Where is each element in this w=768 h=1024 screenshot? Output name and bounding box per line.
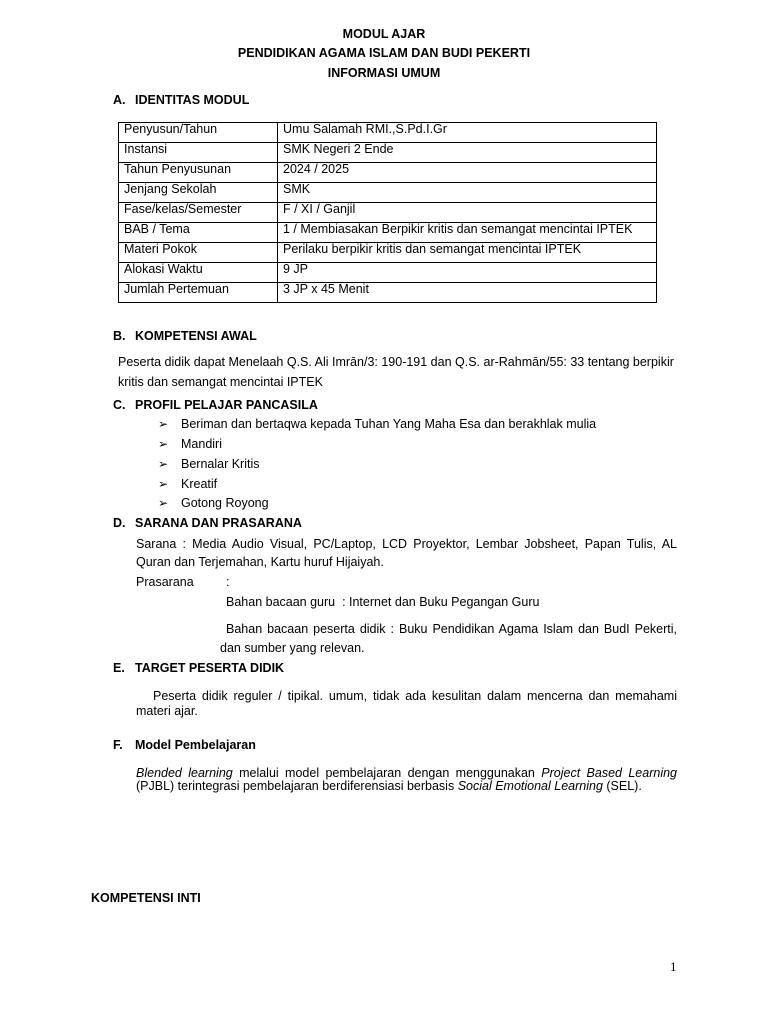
section-b-letter: B. <box>113 329 126 343</box>
identity-row <box>119 123 657 143</box>
page-number: 1 <box>670 959 677 974</box>
profil-item-label: Beriman dan bertaqwa kepada Tuhan Yang Maha Esa dan berakhlak mulia <box>181 417 597 431</box>
prasarana-colon: : <box>226 575 230 589</box>
identity-label: BAB / Tema <box>119 223 278 243</box>
identity-row <box>119 263 657 283</box>
profil-item <box>158 477 217 491</box>
section-a-title: IDENTITAS MODUL <box>135 93 250 107</box>
profil-item <box>158 457 260 471</box>
section-c-title: PROFIL PELAJAR PANCASILA <box>135 398 318 412</box>
sel-term: Social Emotional Learning <box>457 779 603 793</box>
identity-table <box>118 122 657 303</box>
identity-label: Jumlah Pertemuan <box>119 283 278 303</box>
identity-row <box>119 283 657 303</box>
section-e-title: TARGET PESERTA DIDIK <box>135 661 285 675</box>
blended-learning-term: Blended learning <box>136 766 233 780</box>
profil-item-label: Gotong Royong <box>181 496 269 510</box>
section-e-letter: E. <box>113 661 125 675</box>
arrow-bullet-icon: ➢ <box>158 437 169 451</box>
kompetensi-inti-heading: KOMPETENSI INTI <box>91 891 201 905</box>
bahan-siswa-line2: dan sumber yang relevan. <box>220 641 365 655</box>
info-title: INFORMASI UMUM <box>327 66 441 80</box>
identity-row <box>119 223 657 243</box>
arrow-bullet-icon: ➢ <box>158 417 169 431</box>
section-d-title: SARANA DAN PRASARANA <box>135 516 302 530</box>
identity-value: Perilaku berpikir kritis dan semangat mencintai IPTEK <box>278 243 657 263</box>
section-c-heading <box>113 398 318 412</box>
identity-label: Tahun Penyusunan <box>119 163 278 183</box>
pjbl-term: Project Based Learning <box>541 766 677 780</box>
identity-row <box>119 163 657 183</box>
section-d-letter: D. <box>113 516 126 530</box>
identity-value: SMK <box>278 183 657 203</box>
profil-item-label: Mandiri <box>181 437 222 451</box>
profil-item <box>158 496 269 510</box>
section-a-heading <box>113 93 249 107</box>
identity-value: 3 JP x 45 Menit <box>278 283 657 303</box>
profil-item <box>158 417 596 431</box>
bahan-siswa-line1: Bahan bacaan peserta didik : Buku Pendidikan Agama Islam dan BudI Pekerti, <box>226 622 677 636</box>
identity-row <box>119 203 657 223</box>
kompetensi-awal-line1: Peserta didik dapat Menelaah Q.S. Ali Imrān/3: 190-191 dan Q.S. ar-Rahmān/55: 33 tentang berpikir <box>118 355 674 369</box>
kompetensi-awal-line2: kritis dan semangat mencintai IPTEK <box>118 375 323 389</box>
identity-value: SMK Negeri 2 Ende <box>278 143 657 163</box>
identity-row <box>119 243 657 263</box>
subject-title: PENDIDIKAN AGAMA ISLAM DAN BUDI PEKERTI <box>237 46 531 60</box>
section-f-title: Model Pembelajaran <box>135 738 256 752</box>
section-e-heading <box>113 661 284 675</box>
sarana-line2: Quran dan Terjemahan, Kartu huruf Hijaiyah. <box>136 555 384 569</box>
profil-item-label: Bernalar Kritis <box>181 457 260 471</box>
identity-label: Alokasi Waktu <box>119 263 278 283</box>
identity-label: Materi Pokok <box>119 243 278 263</box>
module-title: MODUL AJAR <box>342 27 426 41</box>
identity-value: Umu Salamah RMI.,S.Pd.I.Gr <box>278 123 657 143</box>
identity-value: 1 / Membiasakan Berpikir kritis dan semangat mencintai IPTEK <box>278 223 657 243</box>
model-line1-text: melalui model pembelajaran dengan menggunakan <box>232 766 542 780</box>
model-line2 <box>136 778 642 794</box>
identity-value: 9 JP <box>278 263 657 283</box>
arrow-bullet-icon: ➢ <box>158 496 169 510</box>
section-d-heading <box>113 516 302 530</box>
section-f-heading <box>113 738 256 752</box>
section-b-title: KOMPETENSI AWAL <box>135 329 257 343</box>
profil-item <box>158 437 222 451</box>
identity-value: 2024 / 2025 <box>278 163 657 183</box>
section-b-heading <box>113 329 257 343</box>
identity-row <box>119 143 657 163</box>
identity-row <box>119 183 657 203</box>
identity-label: Fase/kelas/Semester <box>119 203 278 223</box>
sarana-line1: Sarana : Media Audio Visual, PC/Laptop, LCD Proyektor, Lembar Jobsheet, Papan Tulis, AL <box>136 537 677 551</box>
bahan-guru: Bahan bacaan guru : Internet dan Buku Pegangan Guru <box>226 595 540 609</box>
identity-label: Instansi <box>119 143 278 163</box>
section-a-letter: A. <box>113 93 126 107</box>
identity-value: F / XI / Ganjil <box>278 203 657 223</box>
target-line1: Peserta didik reguler / tipikal. umum, tidak ada kesulitan dalam mencerna dan memahami <box>153 689 677 703</box>
section-c-letter: C. <box>113 398 126 412</box>
identity-label: Penyusun/Tahun <box>119 123 278 143</box>
model-line2-text: (PJBL) terintegrasi pembelajaran berdiferensiasi berbasis <box>136 779 458 793</box>
profil-item-label: Kreatif <box>181 477 218 491</box>
arrow-bullet-icon: ➢ <box>158 457 169 471</box>
identity-label: Jenjang Sekolah <box>119 183 278 203</box>
model-line2-end: (SEL). <box>602 779 642 793</box>
target-line2: materi ajar. <box>136 704 198 718</box>
section-f-letter: F. <box>113 738 123 752</box>
prasarana-label: Prasarana <box>136 575 194 589</box>
arrow-bullet-icon: ➢ <box>158 477 169 491</box>
